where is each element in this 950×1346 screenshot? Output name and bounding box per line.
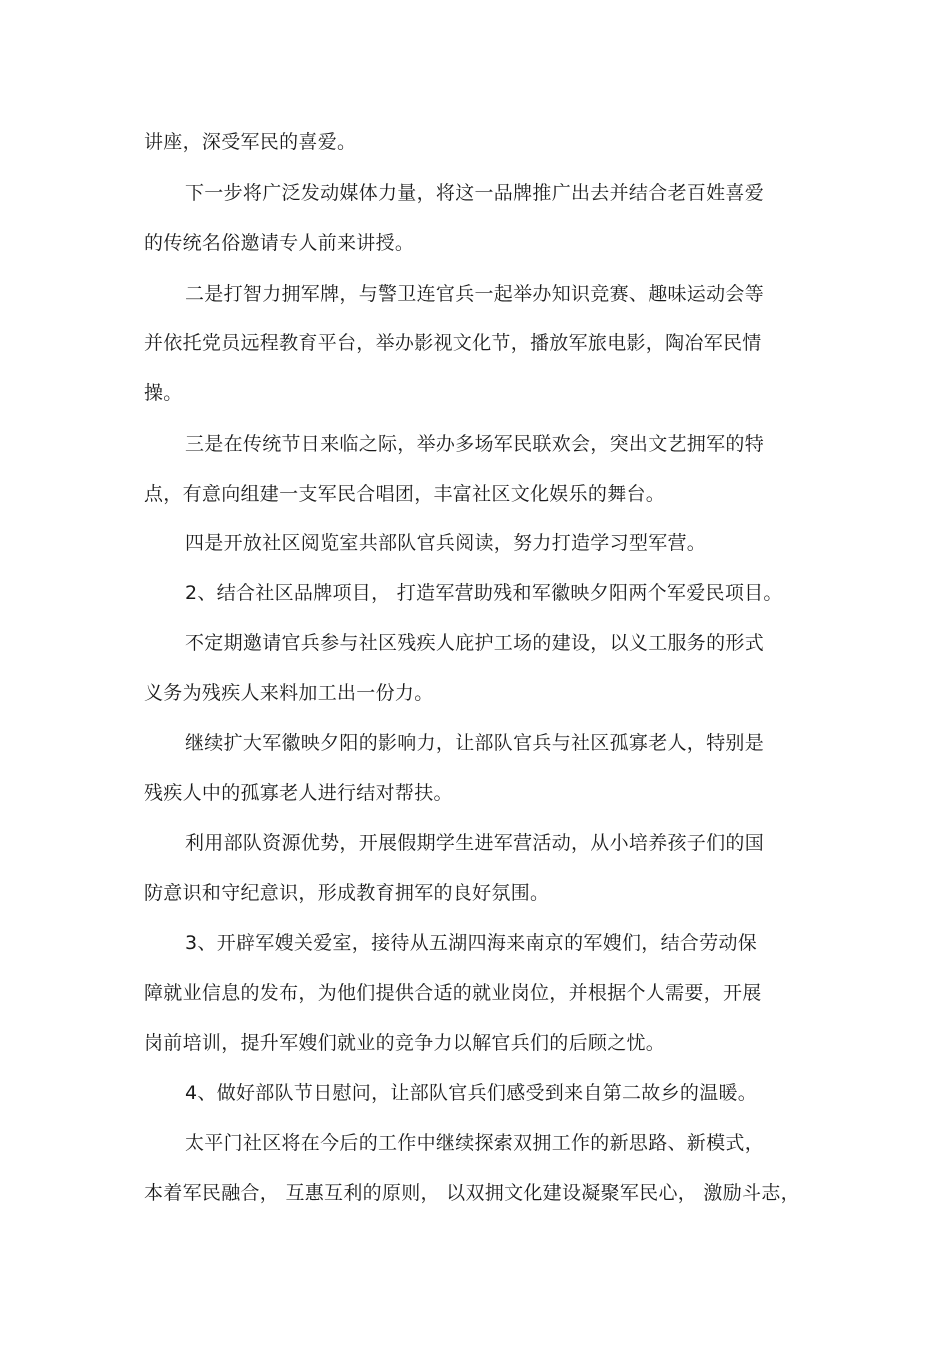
text-line-3: 的传统名俗邀请专人前来讲授。 (144, 232, 415, 254)
text-line-13: 继续扩大军徽映夕阳的影响力，让部队官兵与社区孤寡老人，特别是 (185, 732, 765, 754)
text-line-17: 3、开辟军嫂关爱室，接待从五湖四海来南京的军嫂们，结合劳动保 (185, 932, 758, 954)
text-line-22: 本着军民融合， 互惠互利的原则， 以双拥文化建设凝聚军民心， 激励斗志， (144, 1182, 800, 1204)
text-line-12: 义务为残疾人来料加工出一份力。 (144, 682, 434, 704)
text-line-7: 三是在传统节日来临之际，举办多场军民联欢会，突出文艺拥军的特 (185, 433, 765, 455)
text-line-4: 二是打智力拥军牌，与警卫连官兵一起举办知识竞赛、趣味运动会等 (185, 283, 765, 305)
text-line-9: 四是开放社区阅览室共部队官兵阅读，努力打造学习型军营。 (185, 532, 707, 554)
text-line-19: 岗前培训，提升军嫂们就业的竞争力以解官兵们的后顾之忧。 (144, 1032, 666, 1054)
text-line-15: 利用部队资源优势，开展假期学生进军营活动，从小培养孩子们的国 (185, 832, 765, 854)
text-line-5: 并依托党员远程教育平台，举办影视文化节，播放军旅电影，陶冶军民情 (144, 332, 762, 354)
text-line-14: 残疾人中的孤寡老人进行结对帮扶。 (144, 782, 453, 804)
text-line-1: 讲座，深受军民的喜爱。 (144, 131, 357, 153)
text-line-11: 不定期邀请官兵参与社区残疾人庇护工场的建设，以义工服务的形式 (185, 632, 765, 654)
text-line-8: 点，有意向组建一支军民合唱团，丰富社区文化娱乐的舞台。 (144, 483, 666, 505)
text-line-21: 太平门社区将在今后的工作中继续探索双拥工作的新思路、新模式， (185, 1132, 765, 1154)
text-line-20: 4、做好部队节日慰问，让部队官兵们感受到来自第二故乡的温暖。 (185, 1082, 758, 1104)
text-line-6: 操。 (144, 382, 183, 404)
text-line-10: 2、结合社区品牌项目， 打造军营助残和军徽映夕阳两个军爱民项目。 (185, 582, 783, 604)
text-line-2: 下一步将广泛发动媒体力量，将这一品牌推广出去并结合老百姓喜爱 (185, 182, 765, 204)
text-line-16: 防意识和守纪意识，形成教育拥军的良好氛围。 (144, 882, 550, 904)
text-line-18: 障就业信息的发布，为他们提供合适的就业岗位，并根据个人需要，开展 (144, 982, 762, 1004)
